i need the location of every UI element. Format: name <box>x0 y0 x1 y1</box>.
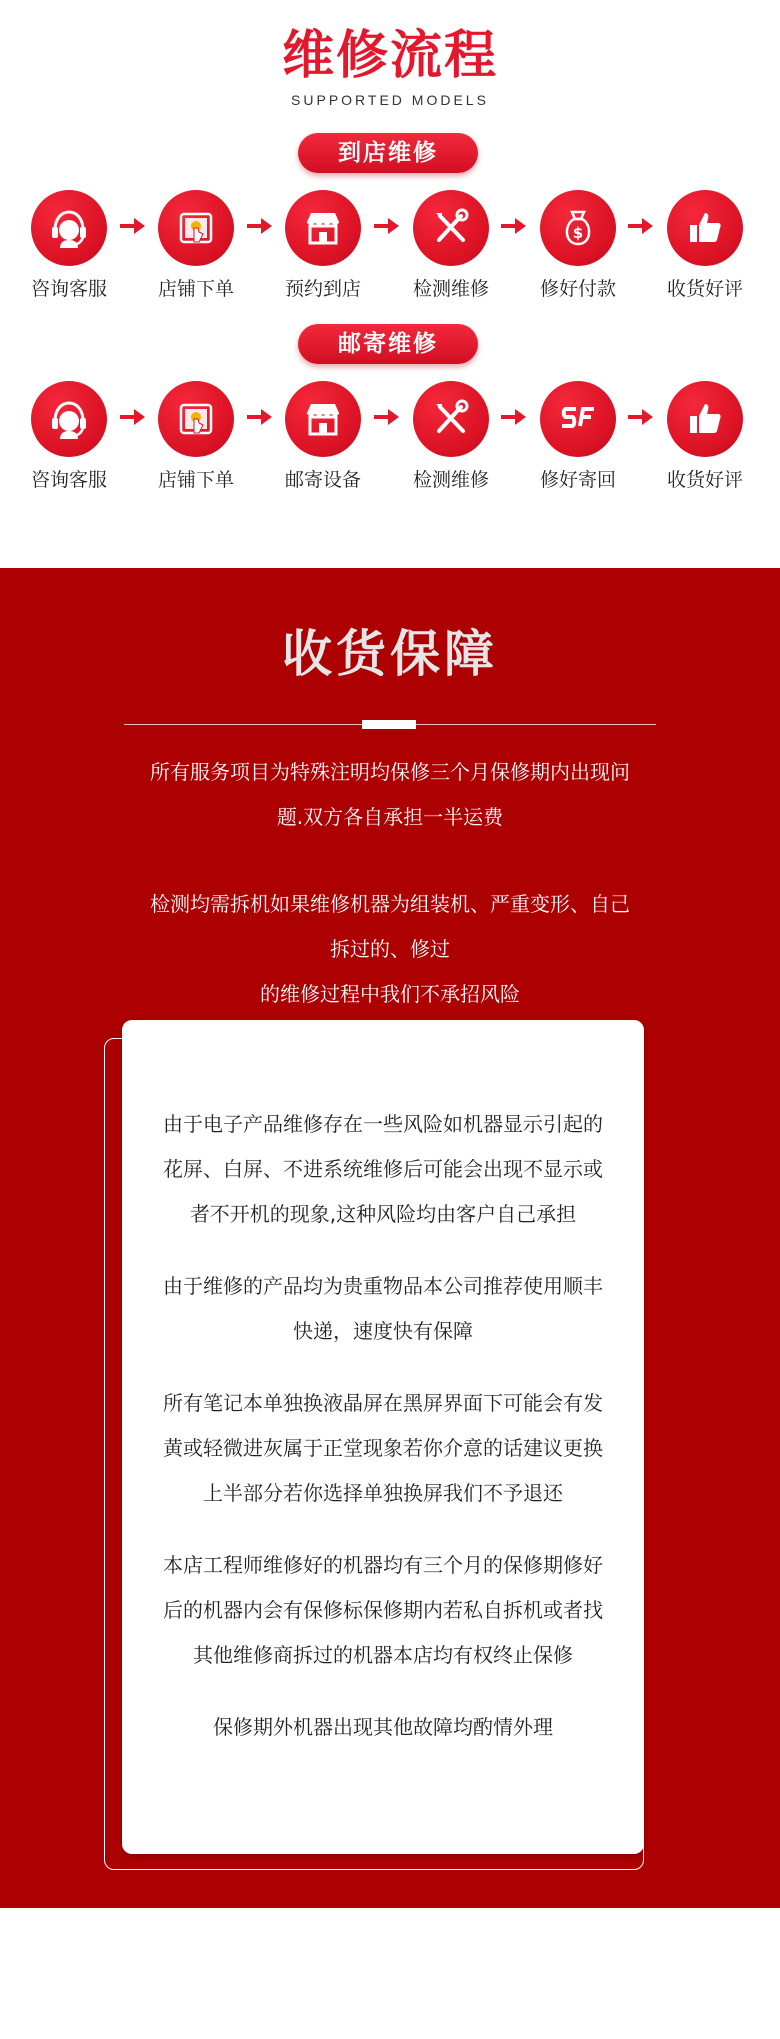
step-label: 预约到店 <box>284 278 361 300</box>
store-repair-badge: 到店维修 <box>298 133 478 173</box>
step-order <box>141 381 251 492</box>
text-line: 快递，速度快有保障 <box>293 1319 473 1343</box>
headset-icon <box>31 190 107 266</box>
step-review <box>650 381 760 492</box>
guarantee-section <box>0 568 780 1908</box>
text-line: 检测均需拆机如果维修机器为组装机、严重变形、自己 <box>150 892 630 916</box>
text-line: 所有服务项目为特殊注明均保修三个月保修期内出现问 <box>150 760 630 784</box>
step-label: 检测维修 <box>412 278 489 300</box>
store-icon <box>285 381 361 457</box>
step-label: 咨询客服 <box>30 469 107 491</box>
guarantee-title: 收货保障 <box>282 625 498 683</box>
text-line: 花屏、白屏、不进系统维修后可能会出现不显示或 <box>163 1157 603 1181</box>
terms-paragraph <box>136 1102 630 1237</box>
terms-paragraph <box>136 1543 630 1678</box>
guarantee-intro-2 <box>90 882 690 1017</box>
money-bag-icon <box>540 190 616 266</box>
step-label: 修好寄回 <box>539 469 616 491</box>
headset-icon <box>31 381 107 457</box>
phone-order-icon <box>158 381 234 457</box>
thumbs-up-icon <box>667 381 743 457</box>
step-label: 收货好评 <box>666 278 743 300</box>
text-line: 后的机器内会有保修标保修期内若私自拆机或者找 <box>163 1598 603 1622</box>
step-label: 店铺下单 <box>157 469 234 491</box>
page-subtitle: SUPPORTED MODELS <box>291 92 489 108</box>
guarantee-intro-1 <box>90 750 690 840</box>
text-line: 的维修过程中我们不承招风险 <box>260 982 520 1006</box>
step-order <box>141 190 251 301</box>
svg-text:$: $ <box>572 224 584 242</box>
phone-order-icon <box>158 190 234 266</box>
step-label: 邮寄设备 <box>284 469 361 491</box>
step-inspect-repair <box>396 190 506 301</box>
step-pay <box>523 190 633 301</box>
text-line: 上半部分若你选择单独换屏我们不予退还 <box>203 1481 563 1505</box>
step-consult <box>14 190 124 301</box>
mail-repair-flow <box>0 381 780 501</box>
terms-card <box>122 1020 644 1854</box>
text-line: 拆过的、修过 <box>330 937 450 961</box>
step-label: 修好付款 <box>539 278 616 300</box>
thumbs-up-icon <box>667 190 743 266</box>
terms-paragraph <box>136 1264 630 1354</box>
page-title: 维修流程 <box>281 26 498 86</box>
store-repair-flow <box>0 190 780 310</box>
repair-flow-section <box>0 0 780 568</box>
step-review <box>650 190 760 301</box>
text-line: 题.双方各自承担一半运费 <box>276 805 504 829</box>
text-line: 本店工程师维修好的机器均有三个月的保修期修好 <box>163 1553 603 1577</box>
step-inspect-repair <box>396 381 506 492</box>
store-icon <box>285 190 361 266</box>
mail-repair-badge: 邮寄维修 <box>298 324 478 364</box>
text-line: 由于维修的产品均为贵重物品本公司推荐使用顺丰 <box>163 1274 603 1298</box>
step-label: 收货好评 <box>666 469 743 491</box>
text-line: 由于电子产品维修存在一些风险如机器显示引起的 <box>163 1112 603 1136</box>
step-consult <box>14 381 124 492</box>
sf-express-icon <box>540 381 616 457</box>
step-label: 店铺下单 <box>157 278 234 300</box>
terms-paragraph <box>136 1705 630 1750</box>
text-line: 黄或轻微进灰属于正堂现象若你介意的话建议更换 <box>163 1436 603 1460</box>
tools-icon <box>413 381 489 457</box>
step-label: 检测维修 <box>412 469 489 491</box>
divider-accent <box>362 720 416 729</box>
tools-icon <box>413 190 489 266</box>
step-visit-store <box>268 190 378 301</box>
step-mail-device <box>268 381 378 492</box>
text-line: 其他维修商拆过的机器本店均有权终止保修 <box>193 1643 573 1667</box>
terms-paragraph <box>136 1381 630 1516</box>
text-line: 者不开机的现象,这种风险均由客户自己承担 <box>189 1202 577 1226</box>
step-label: 咨询客服 <box>30 278 107 300</box>
step-return <box>523 381 633 492</box>
text-line: 保修期外机器出现其他故障均酌情外理 <box>213 1715 553 1739</box>
text-line: 所有笔记本单独换液晶屏在黑屏界面下可能会有发 <box>163 1391 603 1415</box>
